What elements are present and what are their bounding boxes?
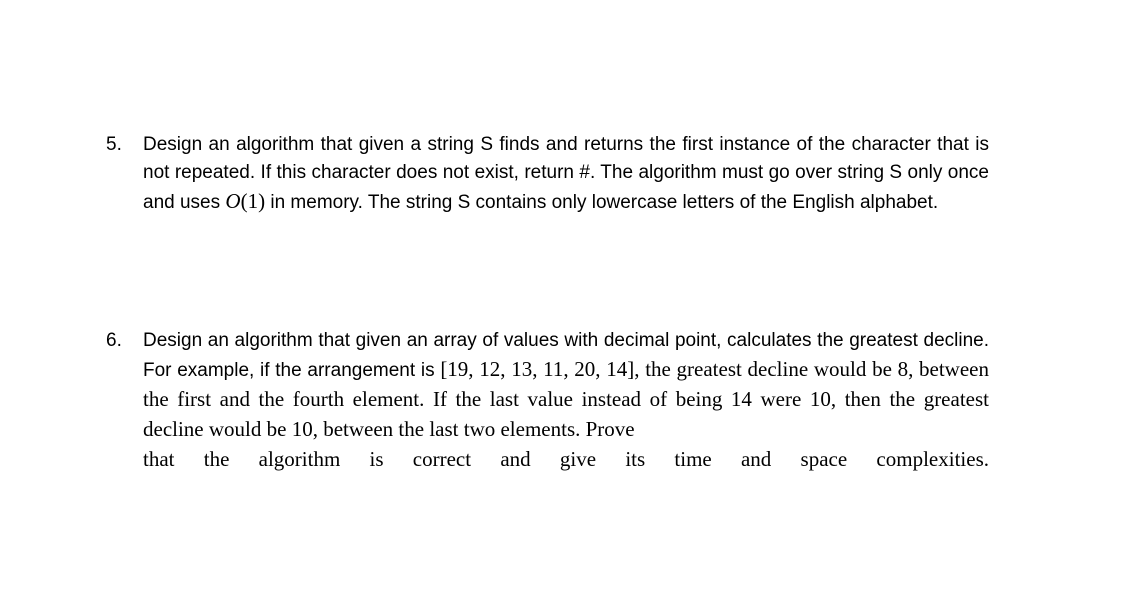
math-big-o: O (225, 189, 241, 213)
problem-text (143, 327, 989, 473)
problem-5 (106, 131, 990, 217)
problem-number: 5. (106, 134, 122, 155)
problem-number: 6. (106, 330, 122, 351)
problem-text (143, 131, 989, 217)
math-argument: (1) (240, 189, 266, 213)
problem-text-part: Design an algorithm that given an array of values with decimal point, calculates the greatest decline. For example, if the arrangement is (143, 330, 989, 381)
problem-text-part: Design an algorithm that given a string S finds and returns the first instance of the character that is not repeated. If this character does not exist, return #. The algorithm must go over string S only once and uses (143, 134, 989, 213)
problem-text-serif-part: [19, 12, 13, 11, 20, 14], the greatest decline would be 8, between the first and the fourth element. If the last value instead of being 14 were 10, then the greatest decline would be 10, between the last two elements. Prove (143, 357, 989, 441)
problem-6 (106, 327, 990, 473)
problem-text-last-line: that the algorithm is correct and give its time and space complexities. (143, 447, 989, 471)
problem-text-part: in memory. The string S contains only lowercase letters of the English alphabet. (265, 192, 939, 213)
